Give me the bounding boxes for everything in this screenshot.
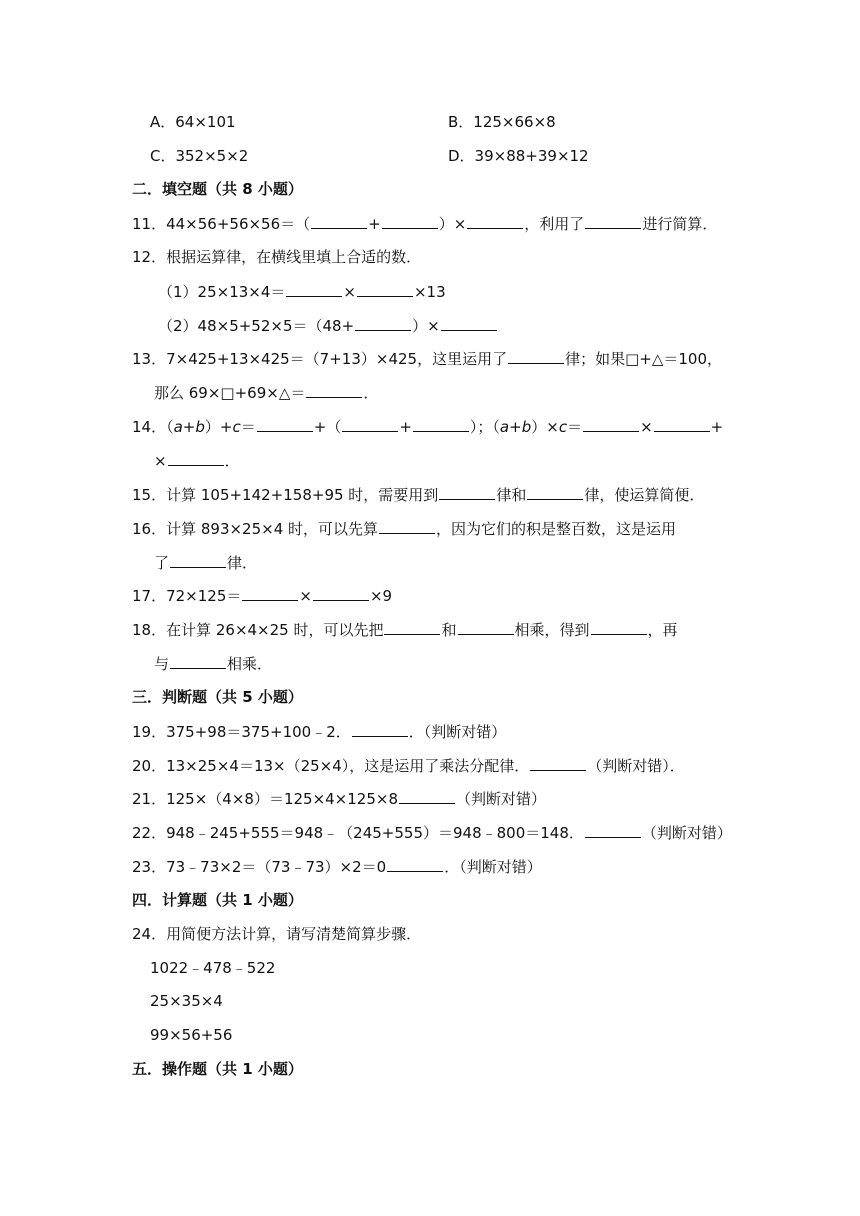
question-13-cont xyxy=(154,382,378,403)
question-text-fragment: + xyxy=(710,418,724,436)
question-text-fragment: 进行简算． xyxy=(642,215,718,233)
option-b: B．125×66×8 xyxy=(448,113,556,131)
section-heading-true-false: 三．判断题（共 5 小题） xyxy=(132,688,303,706)
question-11 xyxy=(132,213,717,234)
question-text-fragment: b xyxy=(195,418,205,436)
section-heading-fill-blank: 二．填空题（共 8 小题） xyxy=(132,180,303,198)
question-text-fragment: ，再 xyxy=(647,621,678,639)
question-text-fragment: 了 xyxy=(154,554,170,572)
question-12-part-2 xyxy=(158,315,498,336)
question-21 xyxy=(132,788,546,809)
answer-blank[interactable] xyxy=(399,788,455,804)
question-text-fragment: ）；（ xyxy=(469,418,500,436)
question-text-fragment: ）× xyxy=(412,317,440,335)
question-text-fragment: 13．7×425+13×425＝（7+13）×425，这里运用了 xyxy=(132,350,508,368)
question-text-fragment: 19．375+98＝375+100﹣2． xyxy=(132,723,351,741)
answer-blank[interactable] xyxy=(342,416,398,432)
question-text-fragment: + xyxy=(399,418,412,436)
question-text-fragment: 17．72×125＝ xyxy=(132,587,242,605)
question-text-fragment: 和 xyxy=(441,621,457,639)
question-text-fragment: 那么 69×□+69×△＝ xyxy=(154,384,306,402)
question-text-fragment: + xyxy=(509,418,522,436)
answer-blank[interactable] xyxy=(527,484,583,500)
question-text-fragment: ．（判断对错） xyxy=(444,858,542,876)
question-text-fragment: ，因为它们的积是整百数，这是运用 xyxy=(436,520,677,538)
section-heading-calculation: 四．计算题（共 1 小题） xyxy=(132,891,303,909)
question-20 xyxy=(132,755,685,776)
section-heading-operation: 五．操作题（共 1 小题） xyxy=(132,1060,303,1078)
answer-blank[interactable] xyxy=(355,315,411,331)
question-text-fragment: （判断对错） xyxy=(456,790,547,808)
question-17 xyxy=(132,585,392,606)
question-12-part-1 xyxy=(158,281,446,302)
question-15 xyxy=(132,484,704,505)
calc-expression-2: 25×35×4 xyxy=(150,992,223,1010)
question-16 xyxy=(132,518,676,539)
question-text-fragment: ）× xyxy=(531,418,559,436)
question-22 xyxy=(132,822,732,843)
question-13 xyxy=(132,348,722,369)
question-text-fragment: 相乘． xyxy=(227,655,273,673)
question-23 xyxy=(132,856,542,877)
question-text-fragment: ． xyxy=(224,452,240,470)
option-c: C．352×5×2 xyxy=(150,147,249,165)
calc-expression-1: 1022﹣478﹣522 xyxy=(150,959,276,977)
answer-blank[interactable] xyxy=(591,619,647,635)
question-text-fragment: 律；如果□+△＝100， xyxy=(565,350,723,368)
question-24-stem: 24．用简便方法计算，请写清楚简算步骤． xyxy=(132,925,422,943)
question-14 xyxy=(132,416,723,437)
answer-blank[interactable] xyxy=(257,416,313,432)
question-text-fragment: × xyxy=(640,418,653,436)
question-text-fragment: 15．计算 105+142+158+95 时，需要用到 xyxy=(132,486,439,504)
question-text-fragment: 律，使运算简便． xyxy=(584,486,705,504)
question-19 xyxy=(132,721,506,742)
answer-blank[interactable] xyxy=(382,213,438,229)
answer-blank[interactable] xyxy=(357,281,413,297)
question-text-fragment: 16．计算 893×25×4 时，可以先算 xyxy=(132,520,379,538)
question-text-fragment: a xyxy=(173,418,183,436)
answer-blank[interactable] xyxy=(170,552,226,568)
answer-blank[interactable] xyxy=(384,619,440,635)
answer-blank[interactable] xyxy=(352,721,408,737)
question-18 xyxy=(132,619,678,640)
answer-blank[interactable] xyxy=(585,822,641,838)
question-text-fragment: ．（判断对错） xyxy=(408,723,507,741)
question-text-fragment: + xyxy=(368,215,381,233)
question-text-fragment: （判断对错）． xyxy=(587,757,685,775)
question-text-fragment: ）+ xyxy=(204,418,233,436)
question-text-fragment: 20．13×25×4＝13×（25×4），这是运用了乘法分配律． xyxy=(132,757,530,775)
answer-blank[interactable] xyxy=(387,856,443,872)
question-text-fragment: 相乘，得到 xyxy=(514,621,590,639)
calc-expression-3: 99×56+56 xyxy=(150,1026,233,1044)
answer-blank[interactable] xyxy=(439,484,495,500)
question-text-fragment: × xyxy=(299,587,312,605)
question-18-cont xyxy=(154,653,272,674)
question-text-fragment: a xyxy=(499,418,510,436)
question-text-fragment: 22．948﹣245+555＝948﹣（245+555）＝948﹣800＝148． xyxy=(132,824,584,842)
question-text-fragment: × xyxy=(154,452,167,470)
question-text-fragment: ）× xyxy=(438,215,467,233)
question-text-fragment: ＝ xyxy=(240,418,256,436)
question-text-fragment: ×9 xyxy=(369,587,393,605)
answer-blank[interactable] xyxy=(583,416,639,432)
question-text-fragment: ＝ xyxy=(567,418,583,436)
answer-blank[interactable] xyxy=(311,213,367,229)
question-text-fragment: 18．在计算 26×4×25 时，可以先把 xyxy=(132,621,384,639)
answer-blank[interactable] xyxy=(530,755,586,771)
question-text-fragment: c xyxy=(232,418,241,436)
question-text-fragment: 23．73﹣73×2＝（73﹣73）×2＝0 xyxy=(132,858,387,876)
option-a: A．64×101 xyxy=(150,113,236,131)
question-text-fragment: c xyxy=(558,418,568,436)
question-16-cont xyxy=(154,552,257,573)
answer-blank[interactable] xyxy=(242,585,298,601)
question-text-fragment: + xyxy=(182,418,196,436)
answer-blank[interactable] xyxy=(313,585,369,601)
question-text-fragment: ，利用了 xyxy=(524,215,585,233)
question-12-stem: 12．根据运算律，在横线里填上合适的数． xyxy=(132,248,422,266)
question-text-fragment: 律和 xyxy=(496,486,527,504)
answer-blank[interactable] xyxy=(458,619,514,635)
question-text-fragment: ×13 xyxy=(413,283,446,301)
question-14-cont xyxy=(154,450,240,471)
answer-blank[interactable] xyxy=(585,213,641,229)
answer-blank[interactable] xyxy=(306,382,362,398)
question-text-fragment: 与 xyxy=(154,655,170,673)
answer-blank[interactable] xyxy=(379,518,435,534)
answer-blank[interactable] xyxy=(654,416,710,432)
answer-blank[interactable] xyxy=(508,348,564,364)
answer-blank[interactable] xyxy=(467,213,523,229)
question-text-fragment: （2）48×5+52×5＝（48+ xyxy=(158,317,355,335)
question-text-fragment: 11．44×56+56×56＝（ xyxy=(132,215,311,233)
answer-blank[interactable] xyxy=(286,281,342,297)
question-text-fragment: 14．（ xyxy=(132,418,174,436)
question-text-fragment: 21．125×（4×8）＝125×4×125×8 xyxy=(132,790,398,808)
question-text-fragment: 律． xyxy=(227,554,258,572)
option-d: D．39×88+39×12 xyxy=(448,147,589,165)
question-text-fragment: +（ xyxy=(313,418,342,436)
answer-blank[interactable] xyxy=(170,653,226,669)
answer-blank[interactable] xyxy=(441,315,497,331)
question-text-fragment: × xyxy=(343,283,356,301)
question-text-fragment: b xyxy=(521,418,532,436)
question-text-fragment: ． xyxy=(363,384,379,402)
answer-blank[interactable] xyxy=(413,416,469,432)
question-text-fragment: （判断对错） xyxy=(641,824,732,842)
answer-blank[interactable] xyxy=(168,450,224,466)
question-text-fragment: （1）25×13×4＝ xyxy=(158,283,286,301)
